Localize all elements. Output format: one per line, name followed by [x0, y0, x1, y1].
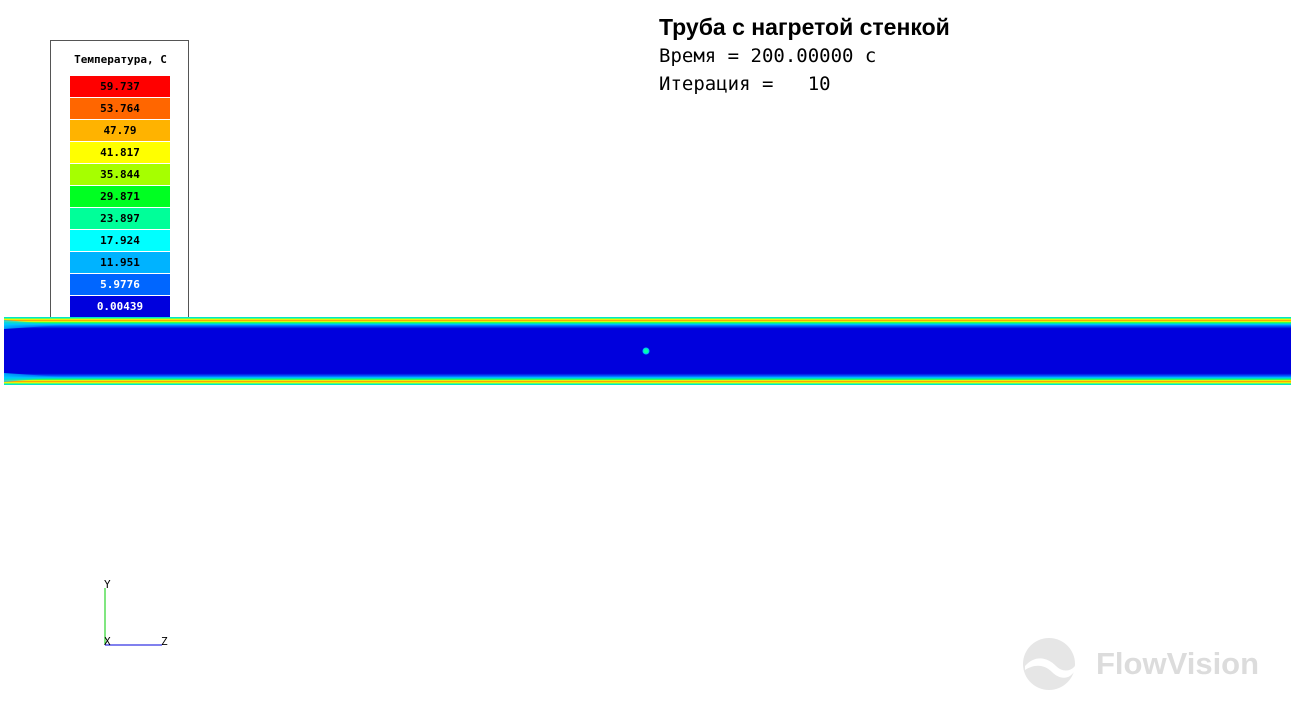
z-axis-label: Z	[161, 635, 168, 648]
legend-level: 53.764	[70, 98, 170, 119]
legend-level: 29.871	[70, 186, 170, 207]
legend-level: 11.951	[70, 252, 170, 273]
header	[659, 12, 950, 98]
axis-triad	[100, 578, 180, 650]
legend-level: 0.00439	[70, 296, 170, 317]
legend-level: 5.9776	[70, 274, 170, 295]
legend-level: 35.844	[70, 164, 170, 185]
logo-icon	[1022, 636, 1078, 692]
logo-text: FlowVision	[1096, 646, 1260, 681]
y-axis-label: Y	[104, 578, 111, 591]
legend-scale	[70, 76, 170, 318]
iteration-readout: Итерация = 10	[659, 73, 831, 95]
pipe-contour-svg	[4, 317, 1291, 385]
legend-level: 47.79	[70, 120, 170, 141]
x-axis-label: X	[104, 635, 111, 648]
time-readout: Время = 200.00000 с	[659, 45, 877, 67]
probe-point	[643, 348, 649, 354]
color-legend	[50, 40, 189, 337]
legend-level: 17.924	[70, 230, 170, 251]
legend-level: 41.817	[70, 142, 170, 163]
flowvision-logo	[1022, 636, 1260, 692]
pipe-contour-plot	[4, 317, 1291, 385]
legend-level: 23.897	[70, 208, 170, 229]
legend-level: 59.737	[70, 76, 170, 97]
simulation-title: Труба с нагретой стенкой	[659, 14, 950, 40]
legend-title: Температура, С	[74, 53, 167, 66]
